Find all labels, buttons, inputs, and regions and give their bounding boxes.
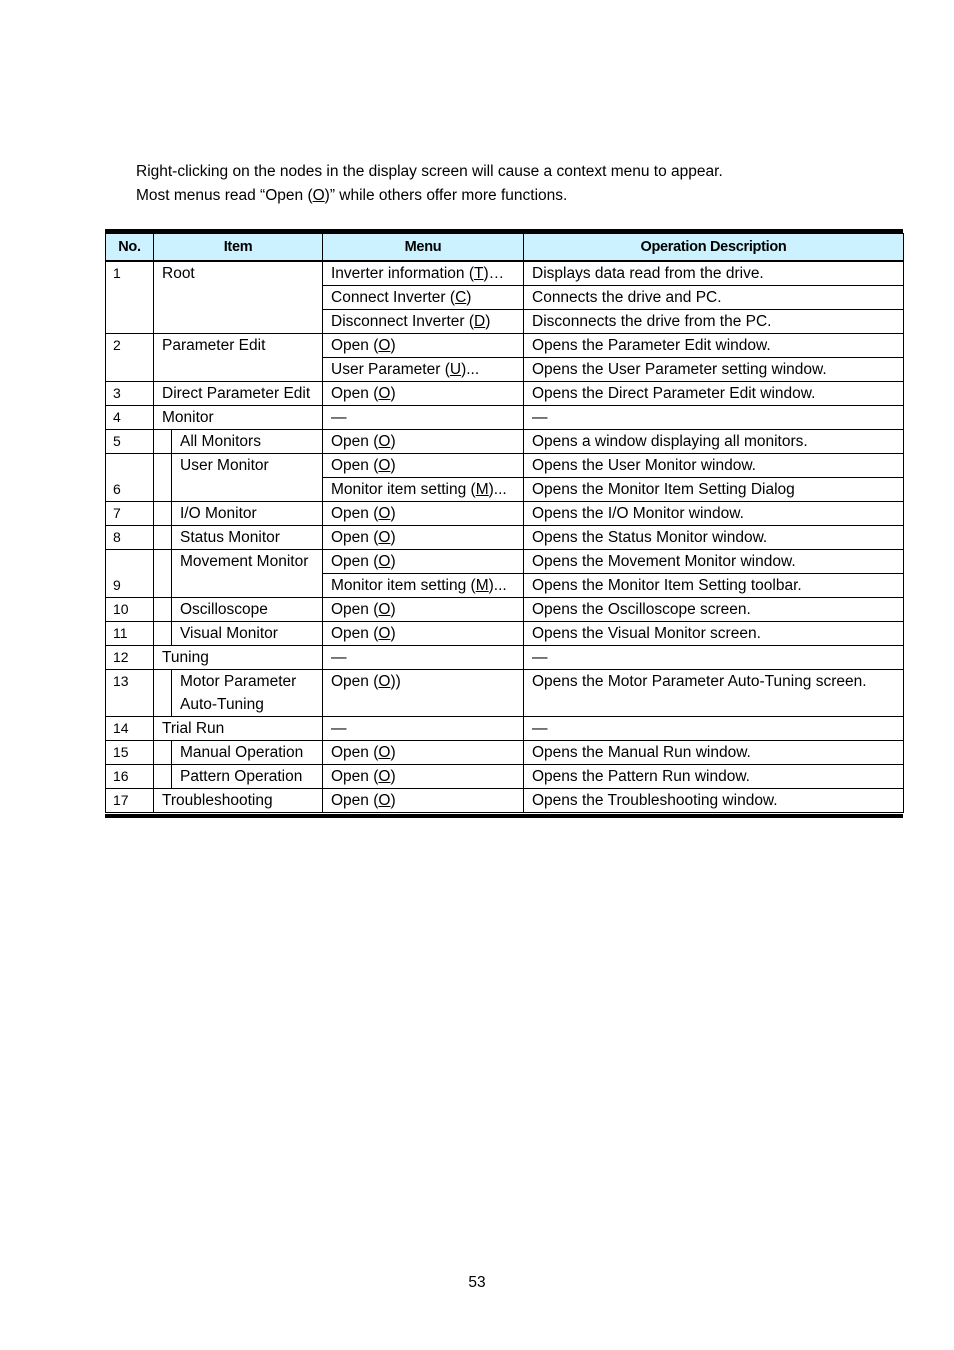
menu-text: Open ( <box>331 673 379 690</box>
menu-text: Open ( <box>331 744 379 761</box>
header-menu: Menu <box>323 234 524 262</box>
row-description: Opens the Monitor Item Setting Dialog <box>524 478 904 502</box>
menu-shortcut-key: O <box>378 529 391 546</box>
menu-shortcut-key: O <box>378 792 391 809</box>
menu-shortcut-key: O <box>378 625 391 642</box>
context-menu-table <box>105 233 904 813</box>
menu-text: Open ( <box>331 529 379 546</box>
item-label-line: Movement Monitor <box>180 553 309 570</box>
table-row <box>106 550 904 574</box>
row-item <box>154 598 323 622</box>
row-description: Opens the Visual Monitor screen. <box>524 622 904 646</box>
row-description: Connects the drive and PC. <box>524 286 904 310</box>
menu-text: ) <box>390 744 396 761</box>
row-item <box>154 526 323 550</box>
row-menu <box>323 261 524 286</box>
row-number: 1 <box>106 261 154 334</box>
menu-shortcut-key: D <box>474 313 486 330</box>
table-body <box>106 261 904 813</box>
page-number: 53 <box>468 1274 486 1291</box>
menu-shortcut-key: O <box>378 385 391 402</box>
menu-shortcut-key: O <box>378 601 391 618</box>
item-label <box>172 670 296 716</box>
menu-text: Open ( <box>331 768 379 785</box>
menu-text: Open ( <box>331 625 379 642</box>
row-menu <box>323 526 524 550</box>
row-item: Trial Run <box>154 717 323 741</box>
row-menu <box>323 646 524 670</box>
row-description: — <box>524 646 904 670</box>
table-row <box>106 261 904 286</box>
row-item <box>154 622 323 646</box>
item-label-line: Manual Operation <box>180 744 304 761</box>
row-item <box>154 454 323 502</box>
row-item: Monitor <box>154 406 323 430</box>
item-label <box>172 598 268 621</box>
row-description: Opens the Direct Parameter Edit window. <box>524 382 904 406</box>
table-row <box>106 622 904 646</box>
menu-text: Connect Inverter ( <box>331 289 456 306</box>
menu-text: Disconnect Inverter ( <box>331 313 474 330</box>
menu-text: — <box>331 649 347 666</box>
menu-shortcut-key: O <box>378 505 391 522</box>
row-menu <box>323 717 524 741</box>
menu-text: Open ( <box>331 457 379 474</box>
intro-line-2-post: )” while others offer more functions. <box>324 187 568 204</box>
menu-text: ) <box>390 385 396 402</box>
row-description: Opens the Movement Monitor window. <box>524 550 904 574</box>
menu-text: ) <box>485 313 491 330</box>
row-number: 6 <box>106 454 154 502</box>
row-number: 10 <box>106 598 154 622</box>
row-description: — <box>524 406 904 430</box>
item-label <box>172 622 278 645</box>
row-menu <box>323 502 524 526</box>
menu-shortcut-key: O <box>378 337 391 354</box>
menu-shortcut-key: O <box>378 457 391 474</box>
row-number: 15 <box>106 741 154 765</box>
row-description: Disconnects the drive from the PC. <box>524 310 904 334</box>
tree-indent-rail <box>154 526 172 549</box>
row-item: Troubleshooting <box>154 789 323 813</box>
intro-text <box>136 160 723 208</box>
intro-line-2-shortcut: O <box>312 187 325 204</box>
menu-shortcut-key: O <box>378 768 391 785</box>
row-number: 9 <box>106 550 154 598</box>
row-description: Opens the Motor Parameter Auto-Tuning screen. <box>524 670 904 717</box>
table-row <box>106 406 904 430</box>
row-description: Opens the Troubleshooting window. <box>524 789 904 813</box>
menu-text: ) <box>390 457 396 474</box>
item-label-line: All Monitors <box>180 433 261 450</box>
item-label-line: Oscilloscope <box>180 601 268 618</box>
menu-text: Monitor item setting ( <box>331 481 476 498</box>
row-description: — <box>524 717 904 741</box>
table-row <box>106 334 904 358</box>
row-item: Parameter Edit <box>154 334 323 382</box>
menu-shortcut-key: O <box>378 433 391 450</box>
row-item <box>154 430 323 454</box>
item-label-line: I/O Monitor <box>180 505 257 522</box>
menu-shortcut-key: U <box>449 361 462 378</box>
menu-shortcut-key: C <box>455 289 467 306</box>
menu-text: Open ( <box>331 337 379 354</box>
menu-text: Open ( <box>331 505 379 522</box>
tree-indent-rail <box>154 454 172 501</box>
row-item <box>154 550 323 598</box>
row-description: Opens a window displaying all monitors. <box>524 430 904 454</box>
item-label <box>172 526 280 549</box>
table-bottom-rule <box>105 814 903 818</box>
menu-text: Inverter information ( <box>331 265 474 282</box>
row-menu <box>323 430 524 454</box>
row-menu <box>323 406 524 430</box>
table-row <box>106 670 904 717</box>
context-menu-table-wrapper <box>105 229 903 818</box>
table-row <box>106 741 904 765</box>
table-row <box>106 598 904 622</box>
menu-text: User Parameter ( <box>331 361 450 378</box>
table-row <box>106 526 904 550</box>
row-menu <box>323 550 524 574</box>
row-number: 8 <box>106 526 154 550</box>
item-label-line: Motor Parameter <box>180 673 297 690</box>
menu-text: ) <box>390 505 396 522</box>
menu-text: ) <box>390 529 396 546</box>
intro-line-2-pre: Most menus read “Open ( <box>136 187 313 204</box>
table-row <box>106 502 904 526</box>
row-number: 13 <box>106 670 154 717</box>
menu-text: Open ( <box>331 792 379 809</box>
item-label <box>172 550 308 597</box>
row-item: Direct Parameter Edit <box>154 382 323 406</box>
row-description: Opens the Manual Run window. <box>524 741 904 765</box>
menu-text: ) <box>390 433 396 450</box>
header-item: Item <box>154 234 323 262</box>
table-row <box>106 717 904 741</box>
row-menu <box>323 765 524 789</box>
menu-text: ) <box>390 601 396 618</box>
intro-line-2 <box>136 184 723 208</box>
menu-shortcut-key: T <box>474 265 484 282</box>
menu-text: ) <box>390 625 396 642</box>
item-label <box>172 454 269 501</box>
row-menu <box>323 789 524 813</box>
row-number: 14 <box>106 717 154 741</box>
tree-indent-rail <box>154 622 172 645</box>
tree-indent-rail <box>154 765 172 788</box>
menu-text: Open ( <box>331 385 379 402</box>
item-label-line: Visual Monitor <box>180 625 278 642</box>
item-label-line: User Monitor <box>180 457 269 474</box>
menu-shortcut-key: O <box>378 673 391 690</box>
row-menu <box>323 598 524 622</box>
menu-text: )... <box>461 361 480 378</box>
table-header-row <box>106 234 904 262</box>
row-description: Opens the Oscilloscope screen. <box>524 598 904 622</box>
menu-text: ) <box>466 289 472 306</box>
row-number: 5 <box>106 430 154 454</box>
row-item <box>154 765 323 789</box>
table-row <box>106 454 904 478</box>
row-menu <box>323 478 524 502</box>
item-label-line: Status Monitor <box>180 529 280 546</box>
item-label <box>172 765 302 788</box>
row-item <box>154 741 323 765</box>
row-menu <box>323 334 524 358</box>
row-number: 7 <box>106 502 154 526</box>
tree-indent-rail <box>154 550 172 597</box>
row-number: 3 <box>106 382 154 406</box>
menu-text: ) <box>390 792 396 809</box>
menu-text: Monitor item setting ( <box>331 577 476 594</box>
row-number: 4 <box>106 406 154 430</box>
table-row <box>106 789 904 813</box>
menu-text: )... <box>488 481 507 498</box>
menu-text: Open ( <box>331 601 379 618</box>
menu-text: Open ( <box>331 433 379 450</box>
row-menu <box>323 622 524 646</box>
table-row <box>106 646 904 670</box>
row-menu <box>323 286 524 310</box>
row-menu <box>323 382 524 406</box>
row-menu <box>323 358 524 382</box>
menu-shortcut-key: O <box>378 553 391 570</box>
tree-indent-rail <box>154 430 172 453</box>
table-row <box>106 430 904 454</box>
row-menu <box>323 574 524 598</box>
row-description: Opens the Status Monitor window. <box>524 526 904 550</box>
row-description: Opens the Parameter Edit window. <box>524 334 904 358</box>
row-item: Root <box>154 261 323 334</box>
intro-line-1: Right-clicking on the nodes in the display screen will cause a context menu to appear. <box>136 163 723 180</box>
item-label-line: Auto-Tuning <box>180 696 264 713</box>
row-description: Opens the I/O Monitor window. <box>524 502 904 526</box>
menu-text: ) <box>390 553 396 570</box>
row-menu <box>323 454 524 478</box>
menu-text: )... <box>488 577 507 594</box>
row-number: 12 <box>106 646 154 670</box>
menu-text: — <box>331 720 347 737</box>
item-label-line: Pattern Operation <box>180 768 303 785</box>
menu-shortcut-key: M <box>475 577 489 594</box>
menu-shortcut-key: O <box>378 744 391 761</box>
menu-text: Open ( <box>331 553 379 570</box>
row-description: Opens the User Monitor window. <box>524 454 904 478</box>
menu-text: — <box>331 409 347 426</box>
row-number: 17 <box>106 789 154 813</box>
header-no: No. <box>106 234 154 262</box>
tree-indent-rail <box>154 741 172 764</box>
row-number: 16 <box>106 765 154 789</box>
menu-text: )) <box>390 673 401 690</box>
row-description: Opens the User Parameter setting window. <box>524 358 904 382</box>
header-description: Operation Description <box>524 234 904 262</box>
tree-indent-rail <box>154 502 172 525</box>
row-number: 2 <box>106 334 154 382</box>
menu-text: ) <box>390 768 396 785</box>
row-description: Opens the Pattern Run window. <box>524 765 904 789</box>
item-label <box>172 430 261 453</box>
table-row <box>106 382 904 406</box>
row-description: Opens the Monitor Item Setting toolbar. <box>524 574 904 598</box>
tree-indent-rail <box>154 598 172 621</box>
tree-indent-rail <box>154 670 172 716</box>
row-item <box>154 670 323 717</box>
menu-text: )… <box>483 265 505 282</box>
menu-shortcut-key: M <box>475 481 489 498</box>
menu-text: ) <box>390 337 396 354</box>
row-description: Displays data read from the drive. <box>524 261 904 286</box>
item-label <box>172 741 303 764</box>
row-menu <box>323 310 524 334</box>
row-menu <box>323 741 524 765</box>
row-number: 11 <box>106 622 154 646</box>
row-menu <box>323 670 524 717</box>
row-item <box>154 502 323 526</box>
table-row <box>106 765 904 789</box>
row-item: Tuning <box>154 646 323 670</box>
item-label <box>172 502 257 525</box>
